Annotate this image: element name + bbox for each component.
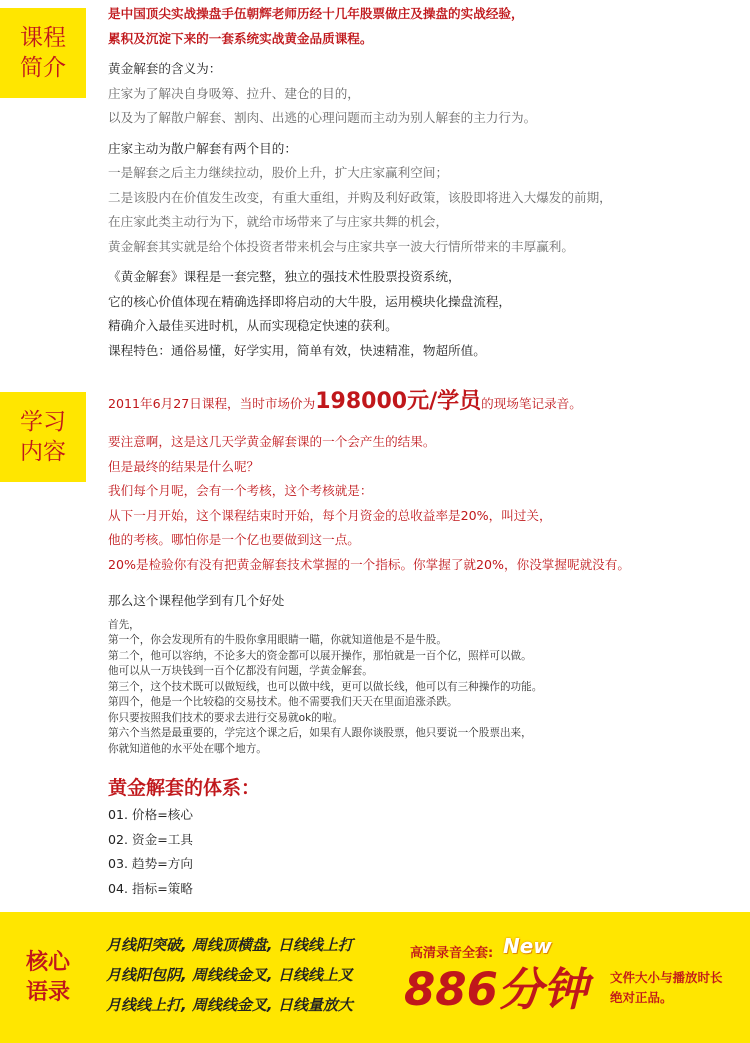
price-suffix: 的现场笔记录音。 xyxy=(481,396,582,411)
slogan: 月线阳包阴, 周线线金叉, 日线线上叉 xyxy=(106,966,353,984)
system-line: 《黄金解套》课程是一套完整，独立的强技术性股票投资系统， xyxy=(108,269,461,284)
benefit-line: 第二个，他可以容纳，不论多大的资金都可以展开操作，那怕就是一百个亿，照样可以做。 xyxy=(108,649,532,662)
intro-tag-line-1: 课程 xyxy=(20,25,66,51)
system-item: 03. 趋势=方向 xyxy=(108,856,193,871)
benefit-line: 第一个，你会发现所有的牛股你拿用眼睛一瞄，你就知道他是不是牛股。 xyxy=(108,634,447,646)
system-line: 它的核心价值体现在精确选择即将启动的大牛股，运用模块化操盘流程， xyxy=(108,293,511,309)
system-line: 精确介入最佳买进时机，从而实现稳定快速的获利。 xyxy=(108,318,398,333)
price-prefix: 2011年6月27日课程，当时市场价为 xyxy=(108,396,316,411)
note-line: 绝对正品。 xyxy=(610,990,673,1005)
benefit-title: 那么这个课程他学到有几个好处 xyxy=(108,593,285,608)
exam-line: 要注意啊，这是这几天学黄金解套课的一个会产生的结果。 xyxy=(108,434,436,449)
meaning-title: 黄金解套的含义为： xyxy=(108,61,222,76)
intro-red-line: 是中国顶尖实战操盘手伍朝辉老师历经十几年股票做庄及操盘的实战经验， xyxy=(108,6,524,21)
learn-tag xyxy=(0,392,86,482)
benefit-line: 他可以从一万块钱到一百个亿都没有问题，学黄金解套。 xyxy=(108,665,373,677)
benefit-line: 你只要按照我们技术的要求去进行交易就ok的啦。 xyxy=(108,711,344,724)
purpose-line: 黄金解套其实就是给个体投资者带来机会与庄家共享一波大行情所带来的丰厚赢利。 xyxy=(108,238,574,254)
footer-banner xyxy=(0,912,750,1043)
system-item: 01. 价格=核心 xyxy=(108,807,193,822)
new-badge: New xyxy=(503,934,552,958)
price-line xyxy=(108,386,740,420)
price-value: 198000元/学员 xyxy=(315,389,482,414)
learn-block xyxy=(108,386,740,901)
intro-tag xyxy=(0,8,86,98)
system-item: 02. 资金=工具 xyxy=(108,831,193,847)
purpose-line: 一是解套之后主力继续拉动，股价上升，扩大庄家赢利空间； xyxy=(108,165,449,180)
minutes-total: 886分钟 xyxy=(404,963,588,1016)
benefit-line: 第六个当然是最重要的，学完这个课之后，如果有人跟你谈股票，他只要说一个股票出来， xyxy=(108,727,532,739)
exam-line: 从下一月开始，这个课程结束时开始，每个月资金的总收益率是20%，叫过关， xyxy=(108,507,552,523)
meaning-line: 庄家为了解决自身吸筹、拉升、建仓的目的， xyxy=(108,85,360,101)
exam-line: 20%是检验你有没有把黄金解套技术掌握的一个指标。你掌握了就20%，你没掌握呢就没有。 xyxy=(108,556,630,572)
system-line: 课程特色：通俗易懂，好学实用，简单有效，快速精准，物超所值。 xyxy=(108,342,486,358)
intro-red-line: 累积及沉淀下来的一套系统实战黄金品质课程。 xyxy=(108,30,373,46)
exam-line: 但是最终的结果是什么呢？ xyxy=(108,458,260,474)
learn-tag-line-2: 内容 xyxy=(20,439,66,465)
benefit-list xyxy=(108,618,740,758)
purpose-line: 二是该股内在价值发生改变，有重大重组，并购及利好政策，该股即将进入大爆发的前期， xyxy=(108,189,612,205)
recording-label: 高清录音全套: xyxy=(410,946,494,961)
intro-block xyxy=(108,2,740,363)
slogan: 月线线上打, 周线线金叉, 日线量放大 xyxy=(106,996,353,1014)
benefit-line: 首先， xyxy=(108,618,140,631)
note-line: 文件大小与播放时长 xyxy=(610,970,723,985)
system-item: 04. 指标=策略 xyxy=(108,880,193,896)
slogan-list xyxy=(106,930,353,1020)
intro-tag-line-2: 简介 xyxy=(20,55,66,81)
footer-tag-line-2: 语录 xyxy=(25,979,70,1005)
exam-line: 他的考核。哪怕你是一个亿也要做到这一点。 xyxy=(108,532,360,547)
benefit-line: 第三个，这个技术既可以做短线，也可以做中线，更可以做长线，他可以有三种操作的功能。 xyxy=(108,680,543,693)
purpose-line: 在庄家此类主动行为下，就给市场带来了与庄家共舞的机会， xyxy=(108,214,449,229)
benefit-line: 第四个，他是一个比较稳的交易技术。他不需要我们天天在里面追涨杀跌。 xyxy=(108,696,458,708)
footer-note xyxy=(610,968,723,1008)
slogan: 月线阳突破, 周线顶横盘, 日线线上打 xyxy=(106,936,353,954)
footer-tag-line-1: 核心 xyxy=(25,949,70,975)
system-title: 黄金解套的体系： xyxy=(108,777,261,799)
footer-tag xyxy=(0,912,96,1043)
meaning-line: 以及为了解散户解套、割肉、出逃的心理问题而主动为别人解套的主力行为。 xyxy=(108,110,537,125)
exam-line: 我们每个月呢，会有一个考核，这个考核就是： xyxy=(108,483,373,498)
benefit-line: 你就知道他的水平处在哪个地方。 xyxy=(108,742,267,755)
learn-tag-line-1: 学习 xyxy=(20,409,66,435)
purpose-title: 庄家主动为散户解套有两个目的： xyxy=(108,140,297,156)
